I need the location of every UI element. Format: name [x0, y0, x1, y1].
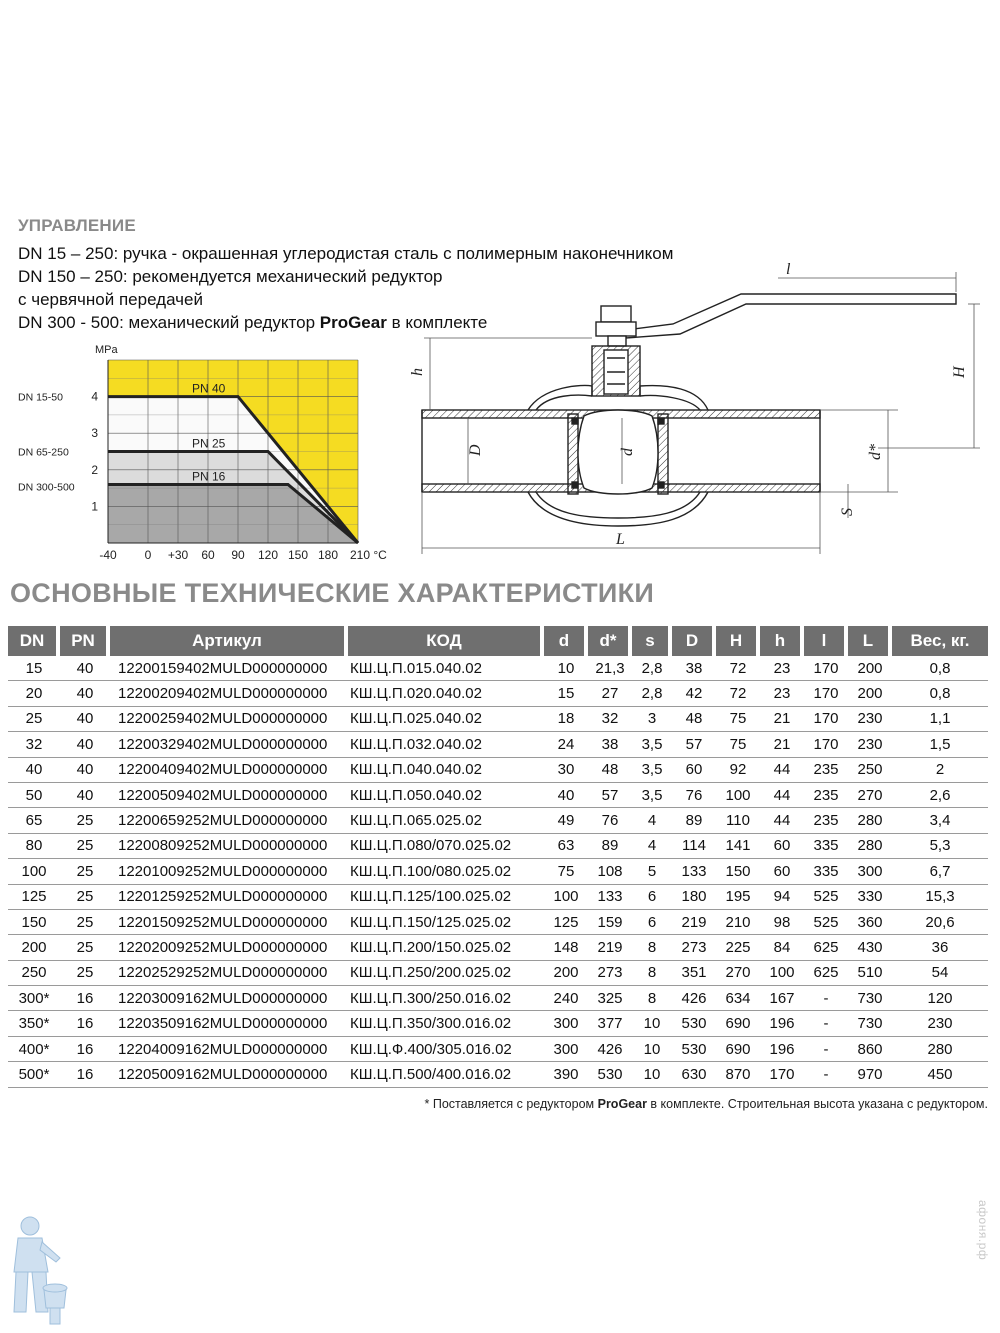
table-cell: 280: [848, 808, 892, 833]
table-cell: 270: [716, 961, 760, 986]
table-cell: 12200159402MULD000000000: [110, 656, 348, 681]
table-cell: 690: [716, 1037, 760, 1062]
table-cell: 75: [544, 859, 588, 884]
column-header: Вес, кг.: [892, 626, 988, 656]
table-cell: 57: [672, 732, 716, 757]
table-cell: 150: [716, 859, 760, 884]
control-line-4-suffix: в комплекте: [386, 313, 488, 332]
watermark-text: афоня.рф: [976, 1200, 990, 1261]
table-cell: 6,7: [892, 859, 988, 884]
column-header: d*: [588, 626, 632, 656]
table-cell: КШ.Ц.П.025.040.02: [348, 707, 544, 732]
table-cell: 426: [672, 986, 716, 1011]
table-cell: 15: [8, 656, 60, 681]
table-cell: 430: [848, 935, 892, 960]
table-cell: 690: [716, 1011, 760, 1036]
table-cell: 114: [672, 834, 716, 859]
table-cell: 196: [760, 1037, 804, 1062]
chart-y-tick: 3: [91, 426, 98, 441]
table-cell: 235: [804, 783, 848, 808]
table-cell: 426: [588, 1037, 632, 1062]
table-cell: 40: [60, 732, 110, 757]
table-cell: 60: [760, 834, 804, 859]
table-cell: 40: [60, 758, 110, 783]
table-cell: 12200259402MULD000000000: [110, 707, 348, 732]
table-cell: 280: [892, 1037, 988, 1062]
chart-ylabel: MPa: [95, 344, 118, 356]
table-cell: 141: [716, 834, 760, 859]
table-row: [8, 935, 988, 960]
table-cell: 196: [760, 1011, 804, 1036]
table-row: [8, 961, 988, 986]
footnote-brand: ProGear: [597, 1097, 647, 1111]
table-cell: 38: [672, 656, 716, 681]
table-cell: 219: [588, 935, 632, 960]
table-cell: 350*: [8, 1011, 60, 1036]
table-cell: 3,5: [632, 783, 672, 808]
table-cell: 63: [544, 834, 588, 859]
table-cell: 110: [716, 808, 760, 833]
table-cell: 167: [760, 986, 804, 1011]
table-cell: 4: [632, 808, 672, 833]
table-cell: 108: [588, 859, 632, 884]
chart-x-tick: +30: [167, 548, 189, 562]
table-cell: 15: [544, 681, 588, 706]
table-cell: 6: [632, 885, 672, 910]
table-cell: 280: [848, 834, 892, 859]
table-cell: -: [804, 1011, 848, 1036]
table-cell: 27: [588, 681, 632, 706]
table-cell: 12203509162MULD000000000: [110, 1011, 348, 1036]
table-row: [8, 656, 988, 681]
dim-label-d: d: [619, 448, 636, 456]
table-cell: 12203009162MULD000000000: [110, 986, 348, 1011]
table-cell: 25: [60, 961, 110, 986]
table-cell: 150: [8, 910, 60, 935]
table-cell: 84: [760, 935, 804, 960]
table-cell: 630: [672, 1062, 716, 1087]
table-cell: 5: [632, 859, 672, 884]
table-cell: 3,5: [632, 758, 672, 783]
table-cell: 12200409402MULD000000000: [110, 758, 348, 783]
table-cell: 57: [588, 783, 632, 808]
table-cell: 100: [760, 961, 804, 986]
footnote-suffix: в комплекте. Строительная высота указана с редуктором.: [646, 1097, 988, 1111]
table-cell: 390: [544, 1062, 588, 1087]
table-cell: 76: [588, 808, 632, 833]
series-label: PN 16: [192, 469, 226, 484]
table-cell: 21,3: [588, 656, 632, 681]
table-cell: 230: [892, 1011, 988, 1036]
table-cell: 3: [632, 707, 672, 732]
table-cell: 25: [60, 910, 110, 935]
table-cell: 1,5: [892, 732, 988, 757]
table-cell: КШ.Ц.П.300/250.016.02: [348, 986, 544, 1011]
plumber-mascot-logo: [4, 1212, 68, 1330]
table-cell: 60: [672, 758, 716, 783]
table-cell: 159: [588, 910, 632, 935]
table-cell: 89: [588, 834, 632, 859]
table-cell: КШ.Ц.Ф.400/305.016.02: [348, 1037, 544, 1062]
chart-x-tick: 120: [257, 548, 279, 562]
table-cell: 530: [672, 1011, 716, 1036]
table-cell: 16: [60, 1062, 110, 1087]
column-header: L: [848, 626, 892, 656]
spec-heading: ОСНОВНЫЕ ТЕХНИЧЕСКИЕ ХАРАКТЕРИСТИКИ: [10, 578, 655, 608]
table-cell: 10: [632, 1011, 672, 1036]
table-cell: 48: [672, 707, 716, 732]
table-cell: 92: [716, 758, 760, 783]
table-cell: 44: [760, 808, 804, 833]
table-cell: 12202009252MULD000000000: [110, 935, 348, 960]
table-cell: 20: [8, 681, 60, 706]
table-cell: 42: [672, 681, 716, 706]
table-cell: 870: [716, 1062, 760, 1087]
table-cell: 180: [672, 885, 716, 910]
table-cell: 270: [848, 783, 892, 808]
table-cell: 240: [544, 986, 588, 1011]
table-cell: 300*: [8, 986, 60, 1011]
control-line-3: с червячной передачей: [18, 290, 203, 309]
table-row: [8, 910, 988, 935]
chart-x-tick: -40: [99, 548, 117, 562]
table-cell: 80: [8, 834, 60, 859]
table-cell: 170: [760, 1062, 804, 1087]
column-header: КОД: [348, 626, 544, 656]
dim-label-d-star: d*: [867, 444, 884, 460]
table-cell: 25: [8, 707, 60, 732]
table-cell: 300: [544, 1037, 588, 1062]
table-cell: 360: [848, 910, 892, 935]
table-cell: 72: [716, 681, 760, 706]
dim-label-l: l: [786, 261, 791, 278]
table-cell: 100: [716, 783, 760, 808]
table-cell: 525: [804, 910, 848, 935]
table-cell: 330: [848, 885, 892, 910]
dim-label-L: L: [616, 531, 625, 548]
table-cell: 133: [672, 859, 716, 884]
table-cell: 40: [8, 758, 60, 783]
column-header: s: [632, 626, 672, 656]
table-row: [8, 783, 988, 808]
table-cell: 219: [672, 910, 716, 935]
table-cell: 0,8: [892, 656, 988, 681]
table-cell: 148: [544, 935, 588, 960]
table-cell: 12205009162MULD000000000: [110, 1062, 348, 1087]
table-cell: 10: [632, 1062, 672, 1087]
table-cell: 230: [848, 732, 892, 757]
table-cell: 225: [716, 935, 760, 960]
table-cell: 89: [672, 808, 716, 833]
column-header: d: [544, 626, 588, 656]
table-cell: 15,3: [892, 885, 988, 910]
dim-label-h: h: [409, 368, 426, 376]
table-cell: 25: [60, 935, 110, 960]
table-cell: 48: [588, 758, 632, 783]
table-cell: 32: [8, 732, 60, 757]
column-header: h: [760, 626, 804, 656]
table-cell: 12202529252MULD000000000: [110, 961, 348, 986]
chart-x-tick: 210 °C: [350, 548, 387, 562]
table-cell: 60: [760, 859, 804, 884]
table-cell: 12201509252MULD000000000: [110, 910, 348, 935]
table-cell: КШ.Ц.П.040.040.02: [348, 758, 544, 783]
table-cell: 351: [672, 961, 716, 986]
table-row: [8, 758, 988, 783]
table-cell: 40: [60, 656, 110, 681]
table-cell: 75: [716, 707, 760, 732]
table-cell: 40: [544, 783, 588, 808]
table-cell: 36: [892, 935, 988, 960]
table-cell: КШ.Ц.П.032.040.02: [348, 732, 544, 757]
control-line-4-brand: ProGear: [319, 313, 387, 332]
table-cell: 4: [632, 834, 672, 859]
column-header: PN: [60, 626, 110, 656]
table-cell: 32: [588, 707, 632, 732]
table-cell: 16: [60, 1011, 110, 1036]
table-cell: КШ.Ц.П.080/070.025.02: [348, 834, 544, 859]
table-cell: 530: [672, 1037, 716, 1062]
table-cell: 3,4: [892, 808, 988, 833]
spec-header-row: [8, 626, 988, 656]
table-row: [8, 834, 988, 859]
table-cell: КШ.Ц.П.065.025.02: [348, 808, 544, 833]
spec-body: [8, 656, 988, 1088]
table-cell: 12204009162MULD000000000: [110, 1037, 348, 1062]
table-cell: 23: [760, 681, 804, 706]
table-cell: 1,1: [892, 707, 988, 732]
series-label: PN 25: [192, 436, 226, 451]
table-cell: 335: [804, 859, 848, 884]
table-cell: 170: [804, 732, 848, 757]
table-cell: 6: [632, 910, 672, 935]
table-row: [8, 808, 988, 833]
table-cell: 235: [804, 758, 848, 783]
table-cell: 235: [804, 808, 848, 833]
table-cell: 5,3: [892, 834, 988, 859]
chart-x-tick: 0: [144, 548, 152, 562]
table-cell: 40: [60, 783, 110, 808]
table-cell: 30: [544, 758, 588, 783]
table-cell: 75: [716, 732, 760, 757]
table-cell: 335: [804, 834, 848, 859]
table-row: [8, 885, 988, 910]
table-row: [8, 732, 988, 757]
table-cell: 25: [60, 859, 110, 884]
table-cell: 450: [892, 1062, 988, 1087]
table-cell: 2,8: [632, 681, 672, 706]
table-cell: 25: [60, 808, 110, 833]
table-cell: 16: [60, 986, 110, 1011]
table-cell: 12201009252MULD000000000: [110, 859, 348, 884]
table-cell: 377: [588, 1011, 632, 1036]
table-cell: 273: [588, 961, 632, 986]
column-header: H: [716, 626, 760, 656]
table-cell: 250: [848, 758, 892, 783]
table-cell: 21: [760, 732, 804, 757]
control-line-4-prefix: DN 300 - 500: механический редуктор: [18, 313, 320, 332]
table-cell: 125: [544, 910, 588, 935]
table-cell: 634: [716, 986, 760, 1011]
table-cell: 2,8: [632, 656, 672, 681]
column-header: Артикул: [110, 626, 348, 656]
table-cell: 25: [60, 834, 110, 859]
control-line-2: DN 150 – 250: рекомендуется механический редуктор: [18, 267, 443, 286]
table-cell: 54: [892, 961, 988, 986]
column-header: l: [804, 626, 848, 656]
control-heading: УПРАВЛЕНИЕ: [18, 216, 136, 235]
table-cell: 730: [848, 986, 892, 1011]
table-cell: 8: [632, 961, 672, 986]
chart-y-tick: 2: [91, 462, 98, 477]
table-cell: КШ.Ц.П.200/150.025.02: [348, 935, 544, 960]
table-cell: 510: [848, 961, 892, 986]
table-cell: -: [804, 1037, 848, 1062]
table-cell: 40: [60, 681, 110, 706]
table-cell: 625: [804, 935, 848, 960]
table-cell: -: [804, 986, 848, 1011]
table-cell: 12200329402MULD000000000: [110, 732, 348, 757]
table-cell: 12201259252MULD000000000: [110, 885, 348, 910]
table-row: [8, 859, 988, 884]
table-cell: 23: [760, 656, 804, 681]
watermark: [970, 1200, 994, 1330]
table-cell: 170: [804, 707, 848, 732]
table-cell: 530: [588, 1062, 632, 1087]
table-cell: 12200659252MULD000000000: [110, 808, 348, 833]
table-cell: 273: [672, 935, 716, 960]
table-cell: 76: [672, 783, 716, 808]
table-cell: 300: [544, 1011, 588, 1036]
table-cell: КШ.Ц.П.100/080.025.02: [348, 859, 544, 884]
table-cell: КШ.Ц.П.015.040.02: [348, 656, 544, 681]
table-cell: 500*: [8, 1062, 60, 1087]
column-header: D: [672, 626, 716, 656]
table-cell: 120: [892, 986, 988, 1011]
table-cell: 50: [8, 783, 60, 808]
table-cell: 170: [804, 681, 848, 706]
table-cell: 195: [716, 885, 760, 910]
table-cell: 20,6: [892, 910, 988, 935]
series-group-label: DN 300-500: [18, 481, 75, 494]
table-cell: 2,6: [892, 783, 988, 808]
table-row: [8, 681, 988, 706]
column-header: DN: [8, 626, 60, 656]
table-cell: 12200809252MULD000000000: [110, 834, 348, 859]
table-cell: 525: [804, 885, 848, 910]
table-cell: 3,5: [632, 732, 672, 757]
table-cell: КШ.Ц.П.150/125.025.02: [348, 910, 544, 935]
table-cell: 100: [544, 885, 588, 910]
table-cell: 400*: [8, 1037, 60, 1062]
table-cell: 12200209402MULD000000000: [110, 681, 348, 706]
table-cell: 98: [760, 910, 804, 935]
table-cell: -: [804, 1062, 848, 1087]
chart-x-tick: 60: [201, 548, 215, 562]
table-cell: 230: [848, 707, 892, 732]
table-cell: 8: [632, 935, 672, 960]
table-cell: 730: [848, 1011, 892, 1036]
pressure-temperature-chart: [0, 340, 400, 572]
valve-cross-section-drawing: [408, 258, 1000, 570]
table-cell: 860: [848, 1037, 892, 1062]
table-row: [8, 986, 988, 1011]
table-cell: 8: [632, 986, 672, 1011]
footnote: [425, 1097, 989, 1111]
table-cell: 133: [588, 885, 632, 910]
table-cell: 10: [632, 1037, 672, 1062]
spec-table: [8, 626, 988, 1088]
table-cell: 49: [544, 808, 588, 833]
chart-x-tick: 180: [317, 548, 339, 562]
table-cell: КШ.Ц.П.020.040.02: [348, 681, 544, 706]
table-cell: 12200509402MULD000000000: [110, 783, 348, 808]
table-cell: 325: [588, 986, 632, 1011]
table-cell: 125: [8, 885, 60, 910]
table-cell: 100: [8, 859, 60, 884]
table-cell: 625: [804, 961, 848, 986]
table-cell: КШ.Ц.П.125/100.025.02: [348, 885, 544, 910]
chart-y-tick: 4: [91, 389, 98, 404]
table-cell: 200: [8, 935, 60, 960]
table-cell: 94: [760, 885, 804, 910]
table-row: [8, 1062, 988, 1087]
table-cell: 0,8: [892, 681, 988, 706]
footnote-prefix: * Поставляется с редуктором: [424, 1097, 598, 1111]
table-row: [8, 1011, 988, 1036]
table-cell: 72: [716, 656, 760, 681]
table-cell: КШ.Ц.П.500/400.016.02: [348, 1062, 544, 1087]
table-cell: 170: [804, 656, 848, 681]
table-cell: 21: [760, 707, 804, 732]
table-cell: 38: [588, 732, 632, 757]
table-cell: 200: [848, 656, 892, 681]
table-cell: 44: [760, 758, 804, 783]
table-cell: 250: [8, 961, 60, 986]
table-cell: КШ.Ц.П.050.040.02: [348, 783, 544, 808]
table-row: [8, 1037, 988, 1062]
table-cell: 210: [716, 910, 760, 935]
table-cell: 200: [544, 961, 588, 986]
table-cell: 16: [60, 1037, 110, 1062]
dim-label-S: S: [839, 508, 856, 516]
series-group-label: DN 65-250: [18, 446, 69, 459]
table-cell: 40: [60, 707, 110, 732]
chart-x-tick: 150: [287, 548, 309, 562]
dim-label-D: D: [467, 444, 484, 456]
series-group-label: DN 15-50: [18, 391, 63, 404]
series-label: PN 40: [192, 381, 226, 396]
table-cell: 18: [544, 707, 588, 732]
table-row: [8, 707, 988, 732]
table-cell: 65: [8, 808, 60, 833]
table-cell: 2: [892, 758, 988, 783]
table-cell: 24: [544, 732, 588, 757]
chart-y-tick: 1: [91, 499, 98, 514]
table-cell: 200: [848, 681, 892, 706]
dim-label-H: H: [951, 366, 968, 378]
table-cell: КШ.Ц.П.350/300.016.02: [348, 1011, 544, 1036]
chart-x-tick: 90: [231, 548, 245, 562]
table-cell: КШ.Ц.П.250/200.025.02: [348, 961, 544, 986]
table-cell: 25: [60, 885, 110, 910]
table-cell: 300: [848, 859, 892, 884]
table-cell: 44: [760, 783, 804, 808]
table-cell: 10: [544, 656, 588, 681]
control-line-1: DN 15 – 250: ручка - окрашенная углеродистая сталь с полимерным наконечником: [18, 244, 674, 263]
table-cell: 970: [848, 1062, 892, 1087]
